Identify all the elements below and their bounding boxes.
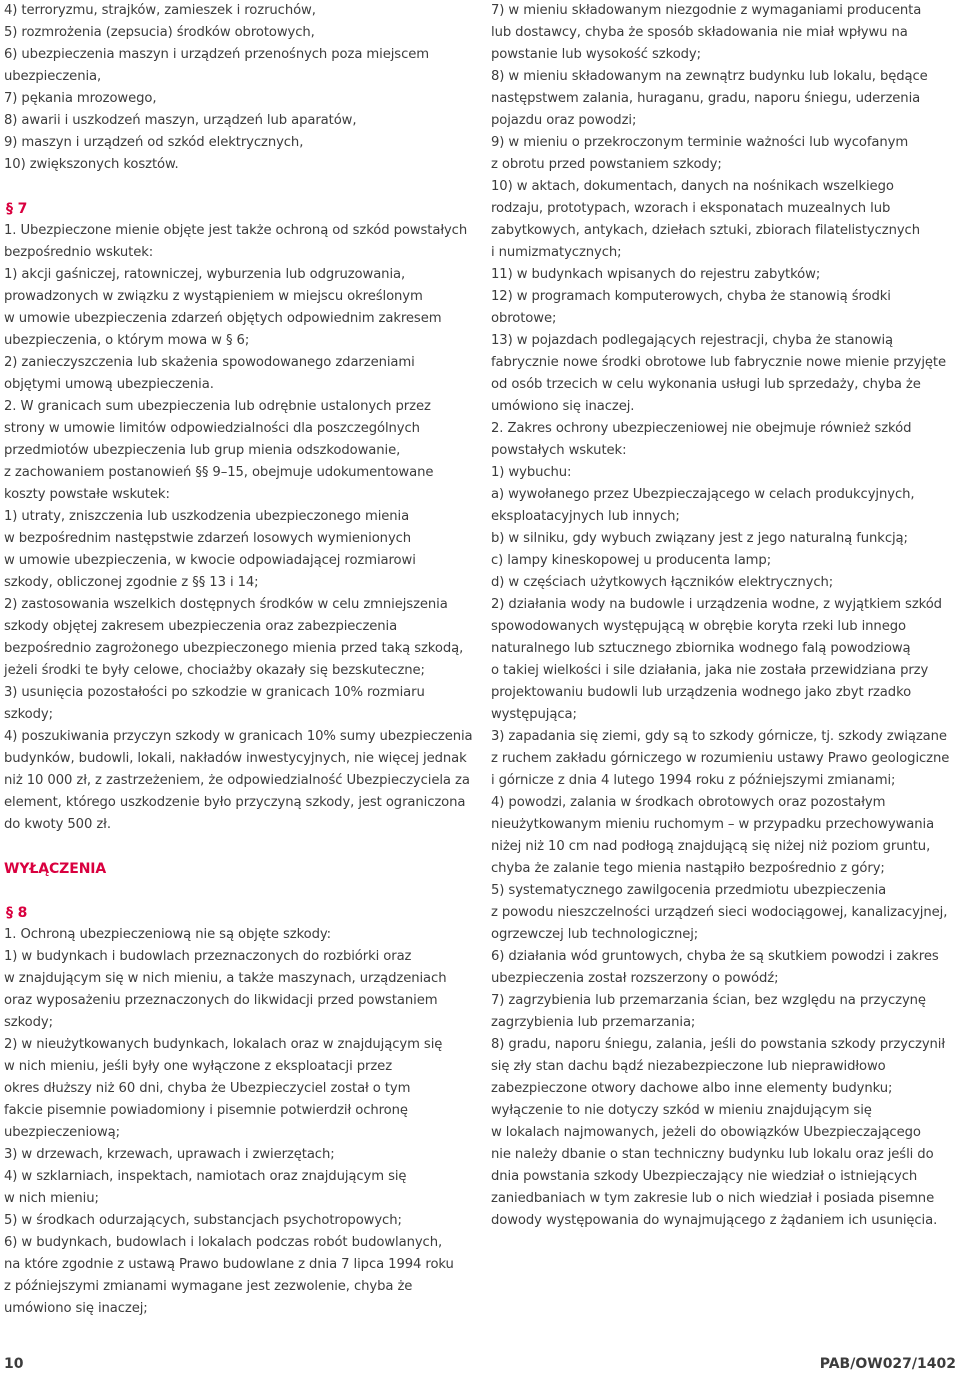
section-heading: WYŁĄCZENIA: [4, 861, 107, 877]
text-line: ubezpieczenia został rozszerzony o powódź;: [491, 971, 779, 986]
text-line: projektowaniu budowli lub urządzenia wodnego jako zbyt rzadko: [491, 685, 912, 700]
text-line: w umowie ubezpieczenia zdarzeń objętych odpowiednim zakresem: [4, 311, 442, 326]
text-line: b) w silniku, gdy wybuch związany jest z jego naturalną funkcją;: [491, 531, 908, 546]
text-line: na które zgodnie z ustawą Prawo budowlane z dnia 7 lipca 1994 roku: [4, 1257, 454, 1272]
text-line: 8) gradu, naporu śniegu, zalania, jeśli do powstania szkody przyczynił: [491, 1037, 946, 1052]
text-line: chyba że zalanie tego mienia nastąpiło bezpośrednio z góry;: [491, 861, 885, 876]
text-line: z późniejszymi zmianami wymagane jest zezwolenie, chyba że: [4, 1279, 413, 1294]
text-line: powstałych wskutek:: [491, 443, 627, 458]
text-line: 4) powodzi, zalania w środkach obrotowych oraz pozostałym: [491, 795, 886, 810]
text-line: umówiono się inaczej;: [4, 1301, 148, 1316]
text-line: 11) w budynkach wpisanych do rejestru zabytków;: [491, 267, 821, 282]
text-line: zabezpieczone otwory dachowe albo inne elementy budynku;: [491, 1081, 893, 1096]
text-line: szkody objętej zakresem ubezpieczenia oraz zabezpieczenia: [4, 619, 398, 634]
text-line: objętymi umową ubezpieczenia.: [4, 377, 214, 392]
text-line: zaniedbaniach w tym zakresie lub o nich wiedział i posiada pisemne: [491, 1191, 935, 1206]
text-line: obrotowe;: [491, 311, 557, 326]
text-line: nieużytkowanym mieniu ruchomym – w przypadku przechowywania: [491, 817, 935, 832]
text-line: 9) w mieniu o przekroczonym terminie ważności lub wycofanym: [491, 135, 909, 150]
text-line: 3) w drzewach, krzewach, uprawach i zwierzętach;: [4, 1147, 335, 1162]
text-line: 4) poszukiwania przyczyn szkody w granicach 10% sumy ubezpieczenia: [4, 729, 473, 744]
text-line: 6) działania wód gruntowych, chyba że są skutkiem powodzi i zakres: [491, 949, 939, 964]
text-line: 6) w budynkach, budowlach i lokalach podczas robót budowlanych,: [4, 1235, 443, 1250]
text-line: 7) pękania mrozowego,: [4, 91, 157, 106]
text-line: budynków, budowli, lokali, nakładów inwestycyjnych, nie więcej jednak: [4, 751, 467, 766]
text-line: 4) terroryzmu, strajków, zamieszek i rozruchów,: [4, 3, 316, 18]
text-line: 1. Ochroną ubezpieczeniową nie są objęte szkody:: [4, 927, 331, 942]
text-line: naturalnego lub sztucznego zbiornika wodnego falą powodziową: [491, 641, 911, 656]
text-line: 2) zanieczyszczenia lub skażenia spowodowanego zdarzeniami: [4, 355, 415, 370]
text-line: dowody występowania do wynajmującego z żądaniem ich usunięcia.: [491, 1213, 938, 1228]
text-line: do kwoty 500 zł.: [4, 817, 111, 832]
text-line: o takiej wielkości i sile działania, jaka nie została przewidziana przy: [491, 663, 929, 678]
text-line: bezpośrednio zagrożonego ubezpieczonego mienia przed taką szkodą,: [4, 641, 464, 656]
spacer: [4, 836, 474, 858]
text-line: 9) maszyn i urządzeń od szkód elektrycznych,: [4, 135, 304, 150]
text-line: 3) zapadania się ziemi, gdy są to szkody górnicze, tj. szkody związane: [491, 729, 947, 744]
text-line: 2) działania wody na budowle i urządzenia wodne, z wyjątkiem szkód: [491, 597, 942, 612]
text-line: spowodowanych występującą w obrębie koryta rzeki lub innego: [491, 619, 906, 634]
text-line: 2. W granicach sum ubezpieczenia lub odrębnie ustalonych przez: [4, 399, 431, 414]
text-line: 7) zagrzybienia lub przemarzania ścian, bez względu na przyczynę: [491, 993, 926, 1008]
text-line: fakcie pisemnie powiadomiony i pisemnie potwierdził ochronę: [4, 1103, 408, 1118]
text-line: lub dostawcy, chyba że sposób składowania nie miał wpływu na: [491, 25, 908, 40]
text-line: występująca;: [491, 707, 577, 722]
text-line: okres dłuższy niż 60 dni, chyba że Ubezpieczyciel został o tym: [4, 1081, 411, 1096]
text-line: 13) w pojazdach podlegających rejestracji, chyba że stanowią: [491, 333, 893, 348]
text-line: od osób trzecich w celu wykonania usługi lub sprzedaży, chyba że: [491, 377, 921, 392]
text-line: oraz wyposażeniu przeznaczonych do likwidacji przed powstaniem: [4, 993, 438, 1008]
text-line: ogrzewczej lub technologicznej;: [491, 927, 699, 942]
text-line: szkody;: [4, 707, 53, 722]
text-line: się zły stan dachu bądź niezabezpieczone lub nieprawidłowo: [491, 1059, 886, 1074]
text-line: 6) ubezpieczenia maszyn i urządzeń przenośnych poza miejscem: [4, 47, 429, 62]
text-line: 8) awarii i uszkodzeń maszyn, urządzeń lub aparatów,: [4, 113, 357, 128]
text-line: niż 10 000 zł, z zastrzeżeniem, że odpowiedzialność Ubezpieczyciela za: [4, 773, 470, 788]
text-line: prowadzonych w związku z wystąpieniem w miejscu określonym: [4, 289, 423, 304]
text-line: 1) akcji gaśniczej, ratowniczej, wyburzenia lub odgruzowania,: [4, 267, 406, 282]
text-line: rodzaju, prototypach, wzorach i eksponatach muzealnych lub: [491, 201, 891, 216]
text-line: fabrycznie nowe środki obrotowe lub fabrycznie nowe mienie przyjęte: [491, 355, 946, 370]
text-line: szkody, obliczonej zgodnie z §§ 13 i 14;: [4, 575, 259, 590]
text-line: a) wywołanego przez Ubezpieczającego w celach produkcyjnych,: [491, 487, 915, 502]
text-line: koszty powstałe wskutek:: [4, 487, 170, 502]
text-line: w znajdującym się w nich mieniu, a także maszynach, urządzeniach: [4, 971, 447, 986]
text-line: ubezpieczenia,: [4, 69, 102, 84]
text-line: 2. Zakres ochrony ubezpieczeniowej nie obejmuje również szkód: [491, 421, 912, 436]
right-column: [491, 0, 956, 1232]
text-line: szkody;: [4, 1015, 53, 1030]
text-line: zabytkowych, antykach, dziełach sztuki, zbiorach filatelistycznych: [491, 223, 920, 238]
text-line: zagrzybienia lub przemarzania;: [491, 1015, 696, 1030]
text-line: bezpośrednio wskutek:: [4, 245, 154, 260]
text-line: wyłączenie to nie dotyczy szkód w mieniu znajdującym się: [491, 1103, 872, 1118]
text-line: 1) utraty, zniszczenia lub uszkodzenia ubezpieczonego mienia: [4, 509, 410, 524]
text-line: powstanie lub wysokość szkody;: [491, 47, 701, 62]
text-line: niżej niż 10 cm nad podłogą znajdującą się niżej niż poziom gruntu,: [491, 839, 931, 854]
spacer: [4, 176, 474, 198]
text-line: 5) w środkach odurzających, substancjach psychotropowych;: [4, 1213, 402, 1228]
text-line: 2) zastosowania wszelkich dostępnych środków w celu zmniejszenia: [4, 597, 448, 612]
text-line: 1) w budynkach i budowlach przeznaczonych do rozbiórki oraz: [4, 949, 412, 964]
text-line: jeżeli środki te były celowe, chociażby okazały się bezskuteczne;: [4, 663, 425, 678]
text-line: 5) rozmrożenia (zepsucia) środków obrotowych,: [4, 25, 315, 40]
text-line: d) w częściach użytkowych łączników elektrycznych;: [491, 575, 834, 590]
text-line: z powodu nieszczelności urządzeń sieci wodociągowej, kanalizacyjnej,: [491, 905, 948, 920]
text-line: eksploatacyjnych lub innych;: [491, 509, 680, 524]
text-line: strony w umowie limitów odpowiedzialności dla poszczególnych: [4, 421, 420, 436]
text-line: w bezpośrednim następstwie zdarzeń losowych wymienionych: [4, 531, 412, 546]
spacer: [4, 880, 474, 902]
text-line: 12) w programach komputerowych, chyba że stanowią środki: [491, 289, 891, 304]
text-line: 4) w szklarniach, inspektach, namiotach oraz znajdującym się: [4, 1169, 407, 1184]
text-line: w nich mieniu;: [4, 1191, 99, 1206]
text-line: w umowie ubezpieczenia, w kwocie odpowiadającej rozmiarowi: [4, 553, 416, 568]
text-line: ubezpieczeniową;: [4, 1125, 120, 1140]
text-line: 2) w nieużytkowanych budynkach, lokalach oraz w znajdującym się: [4, 1037, 443, 1052]
text-line: 3) usunięcia pozostałości po szkodzie w granicach 10% rozmiaru: [4, 685, 425, 700]
text-line: 8) w mieniu składowanym na zewnątrz budynku lub lokalu, będące: [491, 69, 928, 84]
text-line: umówiono się inaczej.: [491, 399, 635, 414]
section-number: § 7: [6, 201, 28, 217]
text-line: nie należy dbanie o stan techniczny budynku lub lokalu oraz jeśli do: [491, 1147, 934, 1162]
text-line: następstwem zalania, huraganu, gradu, naporu śniegu, uderzenia: [491, 91, 921, 106]
text-line: 10) zwiększonych kosztów.: [4, 157, 179, 172]
text-line: 7) w mieniu składowanym niezgodnie z wymaganiami producenta: [491, 3, 922, 18]
section-number: § 8: [6, 905, 28, 921]
text-line: i górnicze z dnia 4 lutego 1994 roku z późniejszymi zmianami;: [491, 773, 896, 788]
text-line: 10) w aktach, dokumentach, danych na nośnikach wszelkiego: [491, 179, 894, 194]
text-line: pojazdu oraz powodzi;: [491, 113, 637, 128]
text-line: w nich mieniu, jeśli były one wyłączone z eksploatacji przez: [4, 1059, 393, 1074]
text-line: z ruchem zakładu górniczego w rozumieniu ustawy Prawo geologiczne: [491, 751, 950, 766]
page-number: 10: [4, 1356, 24, 1372]
text-line: z zachowaniem postanowień §§ 9–15, obejmuje udokumentowane: [4, 465, 434, 480]
text-line: ubezpieczenia, o którym mowa w § 6;: [4, 333, 250, 348]
text-line: element, którego uszkodzenie było przyczyną szkody, jest ograniczona: [4, 795, 466, 810]
text-line: 1) wybuchu:: [491, 465, 572, 480]
document-code: PAB/OW027/1402: [819, 1356, 956, 1372]
text-line: w lokalach najmowanych, jeżeli do obowiązków Ubezpieczającego: [491, 1125, 921, 1140]
text-line: c) lampy kineskopowej u producenta lamp;: [491, 553, 772, 568]
text-line: 5) systematycznego zawilgocenia przedmiotu ubezpieczenia: [491, 883, 887, 898]
left-column: [4, 0, 474, 1320]
text-line: i numizmatycznych;: [491, 245, 622, 260]
text-line: z obrotu przed powstaniem szkody;: [491, 157, 722, 172]
text-line: 1. Ubezpieczone mienie objęte jest także ochroną od szkód powstałych: [4, 223, 468, 238]
text-line: dnia powstania szkody Ubezpieczający nie wiedział o istniejących: [491, 1169, 918, 1184]
text-line: przedmiotów ubezpieczenia lub grup mienia odszkodowanie,: [4, 443, 401, 458]
